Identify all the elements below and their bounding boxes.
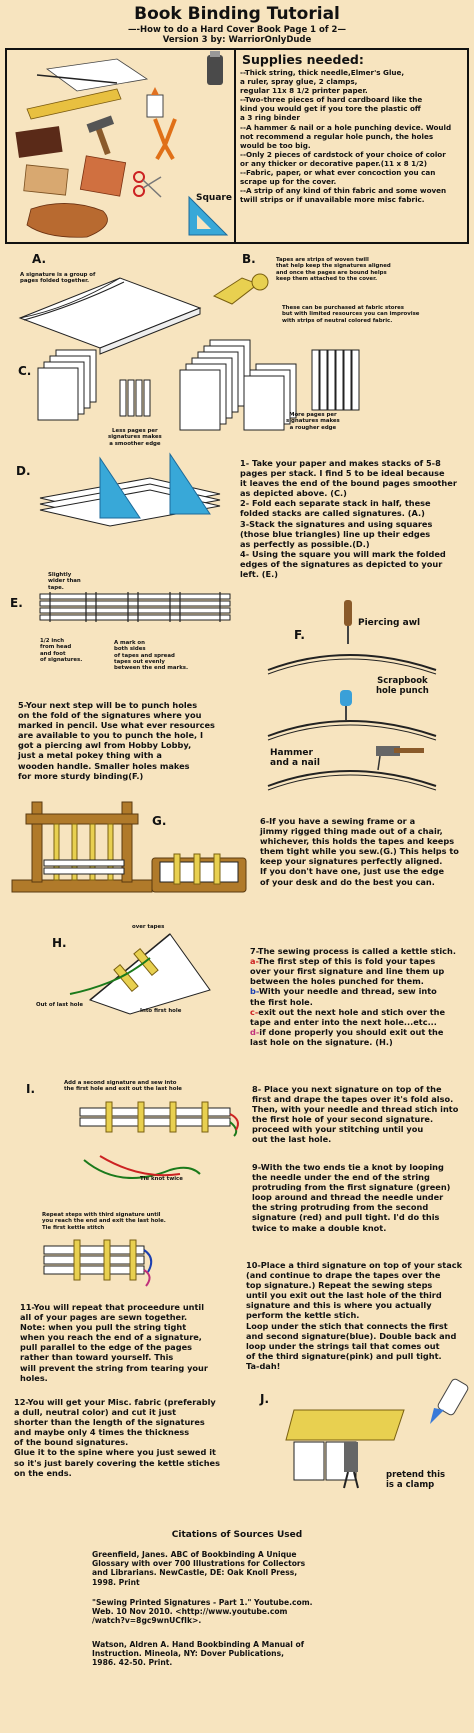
awl-icon bbox=[344, 600, 352, 626]
section-c-note-less: Less pages per signatures makes a smoother edge bbox=[108, 428, 162, 447]
section-d-illustration bbox=[30, 448, 230, 538]
step-7-b-key: b- bbox=[250, 986, 259, 997]
section-b-label: B. bbox=[242, 252, 256, 266]
scrapbook-label: Scrapbook hole punch bbox=[376, 676, 429, 696]
section-i-note-second: Add a second signature and sew into the first hole and exit out the last hole bbox=[64, 1080, 182, 1093]
step-10: 10-Place a third signature on top of your stack (and continue to drape the tapes over the top signature.) Repeat the sewing steps until you exit out the last hole of the third signature and this is where you actually perform the kettle stich. Loop under the stich that connects the first and second signature(blue). Double back and loop under the strings tail that comes out of the third signature(pink) and pull tight. Ta-dah! bbox=[246, 1260, 463, 1371]
cardboard-icon bbox=[24, 165, 68, 195]
section-e-note-half: 1/2 inch from head and foot of signatures. bbox=[40, 638, 83, 663]
hole-punch-icon bbox=[155, 119, 175, 159]
out-last-hole-label: Out of last hole bbox=[36, 1002, 83, 1008]
cardstock-icon bbox=[15, 126, 62, 158]
section-i-illustration-1 bbox=[76, 1100, 246, 1140]
step-7-d-key: d- bbox=[250, 1026, 260, 1037]
page-subtitle: —-How to do a Hard Cover Book Page 1 of 2— bbox=[128, 25, 346, 35]
tie-knot-label: Tie knot twice bbox=[140, 1176, 183, 1182]
step-7-a: The first step of this is fold your tapes over your first signature and line them up between the holes punched for them. bbox=[250, 956, 445, 987]
version-line: Version 3 by: WarriorOnlyDude bbox=[162, 35, 312, 45]
section-e-label: E. bbox=[10, 596, 23, 610]
clamp-note: pretend this is a clamp bbox=[386, 1470, 446, 1490]
step-7-intro: 7-The sewing process is called a kettle stich. bbox=[250, 946, 456, 957]
section-a-label: A. bbox=[32, 252, 47, 266]
step-6: 6-If you have a sewing frame or a jimmy rigged thing made out of a chair, whichever, this holds the tapes and keeps them tight while you sew.(G.) This helps to keep your signatures perfectly aligned. If you don't have one, just use the edge of your desk and do the best you can. bbox=[260, 816, 459, 887]
over-tapes-label: over tapes bbox=[132, 924, 165, 930]
section-c-note-more: More pages per signatures makes a rougher edge bbox=[286, 412, 340, 431]
section-d-label: D. bbox=[16, 464, 31, 478]
step-7-c: exit out the next hole and stich over the tape and enter into the next hole...etc... bbox=[250, 1006, 446, 1027]
step-8: 8- Place you next signature on top of the first and drape the tapes over it's fold also. Then, with your needle and thread stich into the first hole of your second signature. proceed with your stitching until you out the last hole. bbox=[252, 1084, 459, 1145]
step-7-a-key: a- bbox=[250, 956, 258, 967]
section-i-label: I. bbox=[26, 1082, 36, 1096]
steps-1-4: 1- Take your paper and makes stacks of 5-8 pages per stack. I find 5 to be ideal because it leaves the end of the bound pages smoother as depicted above. (C.) 2- Fold each separate stack in half, these folded stacks are called signatures. (A.) 3-Stack the signatures and using squares (those blue triangles) line up their edges as perfectly as possible.(D.) 4- Using the square you will mark the folded edges of the signatures as depicted to your left. (E.) bbox=[240, 458, 457, 580]
knot-illustration bbox=[80, 1150, 230, 1190]
section-j-label: J. bbox=[260, 1392, 270, 1406]
glue-bottle-j-icon bbox=[430, 1378, 469, 1424]
step-11: 11-You will repeat that proceedure until all of your pages are sewn together. Note: when you pull the string tight when you reach the end of a signature, pull parallel to the edge of the pages rather than toward yourself. This will prevent the string from tearing your holes. bbox=[20, 1302, 208, 1383]
step-7-c-key: c- bbox=[250, 1006, 259, 1017]
into-first-hole-label: Into first hole bbox=[140, 1008, 182, 1014]
page-title: Book Binding Tutorial bbox=[134, 4, 340, 24]
scissors-icon bbox=[134, 172, 161, 197]
square-label: Square bbox=[196, 193, 232, 203]
citation-1: Greenfield, Janes. ABC of Bookbinding A Unique Glossary with over 700 Illustrations for Collectors and Librarians. NewCastle, DE: Oak Knoll Press, 1998. Print bbox=[92, 1550, 306, 1587]
section-i-note-third: Repeat steps with third signature until you reach the end and exit the last hole. Tie first kettle stitch bbox=[42, 1212, 166, 1231]
scrapbook-punch-icon bbox=[340, 690, 352, 720]
step-7 bbox=[250, 936, 474, 1047]
blue-square-right bbox=[170, 454, 210, 514]
section-a-note: A signature is a group of pages folded together. bbox=[20, 272, 96, 285]
supplies-heading: Supplies needed: bbox=[242, 52, 364, 67]
ruler-icon bbox=[27, 89, 121, 119]
section-c-label: C. bbox=[18, 364, 32, 378]
supplies-illustration bbox=[7, 49, 237, 243]
section-e-illustration bbox=[36, 592, 236, 632]
step-5: 5-Your next step will be to punch holes on the fold of the signatures where you marked in pencil. Use what ever resources are available to you to punch the hole, I got a piercing awl from Hobby Lobby, just a metal pokey thing with a wooden handle. Smaller holes makes for more sturdy binding(F.) bbox=[18, 700, 215, 781]
awl-label: Piercing awl bbox=[358, 618, 421, 628]
glue-bottle-icon bbox=[147, 95, 163, 117]
section-f-label: F. bbox=[294, 628, 305, 642]
section-h-illustration bbox=[60, 930, 220, 1020]
section-e-note-wider: Slightly wider than tape. bbox=[48, 572, 81, 591]
sewing-frame-illustration bbox=[10, 800, 160, 900]
tape-roll-icon bbox=[212, 268, 272, 308]
step-7-d: if done properly you should exit out the last hole on the signature. (H.) bbox=[250, 1026, 444, 1047]
step-9: 9-With the two ends tie a knot by looping the needle under the end of the string protruding from the first signature (green) loop around and thread the needle under the string protruding from the second signature (red) and pull tight. I'd do this twice to make a double knot. bbox=[252, 1162, 451, 1233]
citation-2: "Sewing Printed Signatures - Part 1." Youtube.com. Web. 10 Nov 2010. <http://www.youtube.com /watch?v=8gc9wnUCfIk>. bbox=[92, 1598, 313, 1626]
clamp-icon bbox=[344, 1442, 358, 1488]
citation-3: Watson, Aldren A. Hand Bookbinding A Manual of Instruction. Mineola, NY: Dover Publications, 1986. 42-50. Print. bbox=[92, 1640, 305, 1668]
section-j-illustration bbox=[284, 1380, 474, 1490]
citations-heading: Citations of Sources Used bbox=[171, 1530, 303, 1540]
section-b-note-2: These can be purchased at fabric stores but with limited resources you can improvise with strips of neutral colored fabric. bbox=[282, 305, 420, 324]
section-g-label: G. bbox=[152, 814, 167, 828]
desk-edge-illustration bbox=[150, 848, 250, 898]
section-e-note-mark: A mark on both sides of tapes and spread tapes out evenly between the end marks. bbox=[114, 640, 189, 672]
section-i-illustration-2 bbox=[40, 1236, 160, 1296]
hammer-label: Hammer and a nail bbox=[270, 748, 320, 768]
paper-icon bbox=[47, 59, 147, 91]
fabric-icon bbox=[27, 203, 107, 237]
supplies-list: --Thick string, thick needle,Elmer's Glue, a ruler, spray glue, 2 clamps, regular 11x 8 1/2 printer paper. --Two-three pieces of hard cardboard like the kind you would get if you tore the plastic off a 3 ring binder --A hammer & nail or a hole punching device. Would not recommend a regular hole punch, the holes would be too big. --Only 2 pieces of cardstock of your choice of color or any thicker or decorative paper.(11 x 8 1/2) --Fabric, paper, or what ever concoction you can scrape up for the cover. --A strip of any kind of thin fabric and some woven twill strips or if unavailable more misc fabric. bbox=[240, 68, 452, 205]
step-12: 12-You will get your Misc. fabric (preferably a dull, neutral color) and cut it just shorter than the length of the signatures and maybe only 4 times the thickness of the bound signatures. Glue it to the spine where you just sewed it so it's just barely covering the kettle stiches on the ends. bbox=[14, 1397, 220, 1478]
spray-can-icon bbox=[207, 55, 223, 85]
section-h-label: H. bbox=[52, 936, 67, 950]
section-c-illustration bbox=[20, 330, 460, 440]
hammer-nail-icon bbox=[376, 746, 424, 770]
step-7-b: With your needle and thread, sew into the first hole. bbox=[250, 986, 437, 1007]
section-b-note-1: Tapes are strips of woven twill that help keep the signatures aligned and once the pages are bound helps keep them attached to the cover. bbox=[276, 257, 391, 282]
